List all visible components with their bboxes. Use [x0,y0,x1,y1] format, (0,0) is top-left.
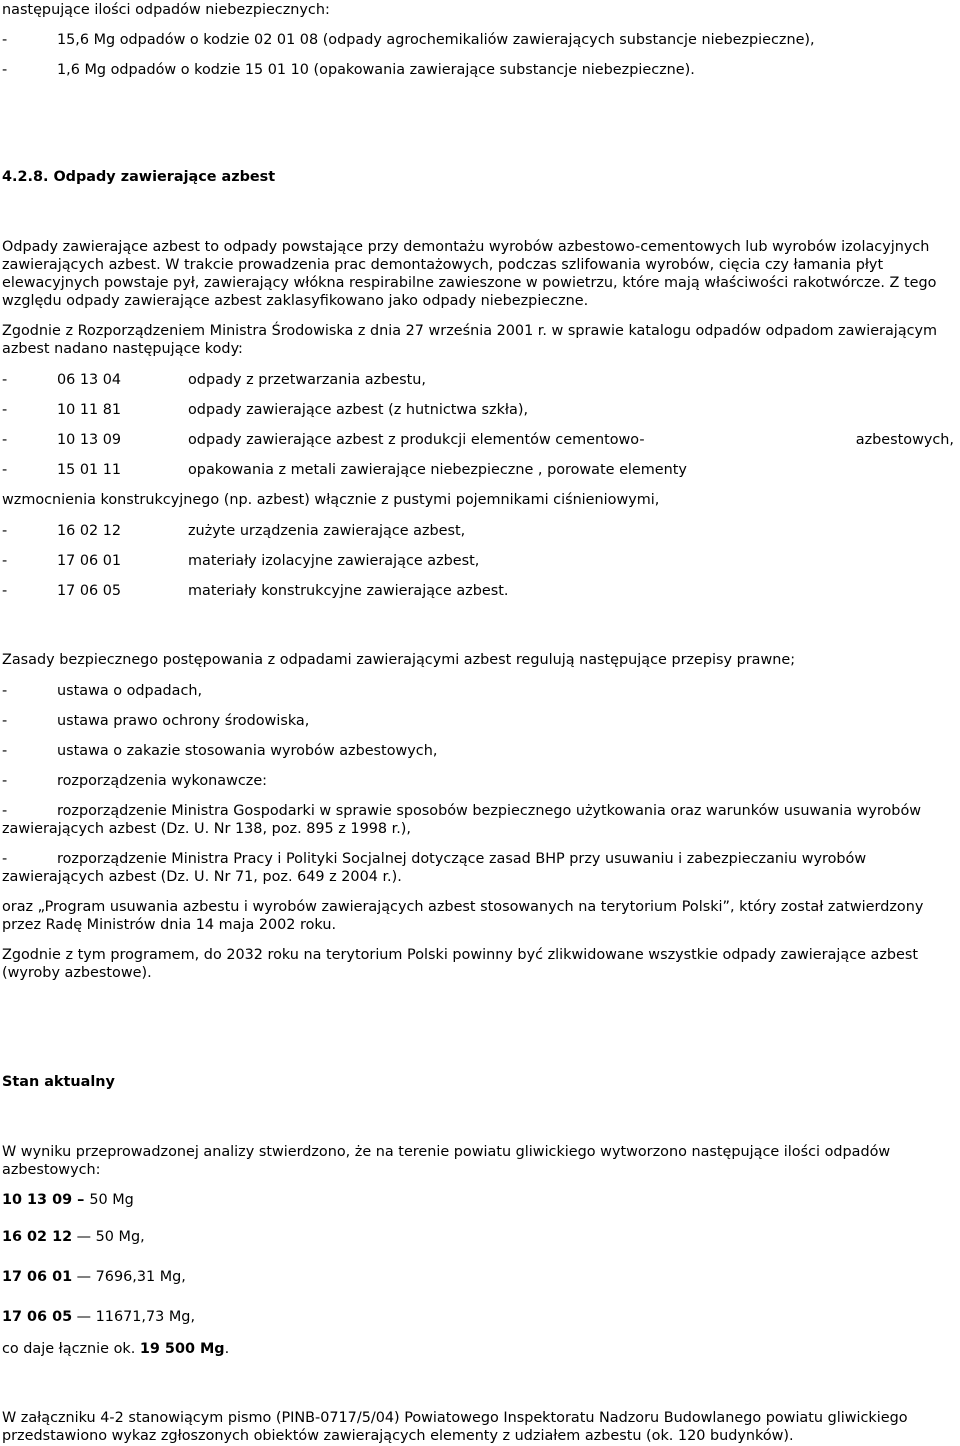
section-title-stan: Stan aktualny [2,1074,115,1090]
amount-value: 7696,31 Mg, [95,1269,186,1285]
amount-code: 17 06 05 [2,1309,73,1325]
amount-row [2,1268,960,1286]
intro-line: następujące ilości odpadów niebezpiecznych: [2,2,330,18]
waste-code: 16 02 12 [57,523,122,539]
amount-value: 50 Mg [89,1192,134,1208]
amount-separator: — [72,1229,96,1245]
paragraph-final: W załączniku 4-2 stanowiącym pismo (PINB-0717/5/04) Powiatowego Inspektoratu Nadzoru Budowlanego powiatu gliwickiego przedstawiono wykaz zgłoszonych obiektów zawierających elementy z udziałem azbestu (ok. 120 budynków). [2,1410,908,1444]
waste-desc: opakowania z metali zawierające niebezpieczne , porowate elementy [188,462,687,478]
waste-code: 17 06 01 [57,553,122,569]
amount-row [2,1228,960,1246]
rule-text: ustawa o zakazie stosowania wyrobów azbestowych, [57,743,438,759]
waste-code: 17 06 05 [57,583,122,599]
dash: - [2,773,8,789]
paragraph-program-goal: Zgodnie z tym programem, do 2032 roku na terytorium Polski powinny być zlikwidowane wszystkie odpady zawierające azbest (wyroby azbestowe). [2,947,919,981]
paragraph-regulation: Zgodnie z Rozporządzeniem Ministra Środowiska z dnia 27 września 2001 r. w sprawie katalogu odpadów odpadom zawierającym azbest nadano następujące kody: [2,323,938,357]
waste-desc: odpady zawierające azbest (z hutnictwa szkła), [188,402,529,418]
amount-separator: — [72,1269,96,1285]
waste-code: 06 13 04 [57,372,122,388]
total-prefix: co daje łącznie ok. [2,1341,140,1357]
amount-code: 10 13 09 [2,1192,73,1208]
dash: - [2,32,8,48]
regulation-item [2,802,958,838]
dash: - [2,743,8,759]
paragraph-stan: W wyniku przeprowadzonej analizy stwierdzono, że na terenie powiatu gliwickiego wytworzono następujące ilości odpadów azbestowych: [2,1144,891,1178]
dash: - [2,62,8,78]
intro-item-text: 1,6 Mg odpadów o kodzie 15 01 10 (opakowania zawierające substancje niebezpieczne). [57,62,695,78]
amount-value: 11671,73 Mg, [95,1309,196,1325]
dash: - [2,402,8,418]
amount-separator: – [72,1192,90,1208]
total-suffix: . [224,1341,230,1357]
dash: - [2,683,8,699]
waste-code: 10 13 09 [57,432,122,448]
amount-separator: — [72,1309,96,1325]
rule-text: rozporządzenia wykonawcze: [57,773,268,789]
code-row-continuation: wzmocnienia konstrukcyjnego (np. azbest) włącznie z pustymi pojemnikami ciśnieniowymi, [2,492,660,508]
regulation-item [2,850,958,886]
amount-row [2,1191,960,1209]
total-value: 19 500 Mg [139,1341,225,1357]
rule-text: ustawa o odpadach, [57,683,203,699]
dash: - [2,583,8,599]
dash: - [2,523,8,539]
dash: - [2,803,8,819]
waste-code: 15 01 11 [57,462,122,478]
dash: - [2,372,8,388]
intro-item-text: 15,6 Mg odpadów o kodzie 02 01 08 (odpady agrochemikaliów zawierających substancje niebezpieczne), [57,32,815,48]
waste-desc-tail: azbestowych, [855,432,954,448]
waste-desc: odpady zawierające azbest z produkcji elementów cementowo- [188,432,645,448]
waste-desc: materiały konstrukcyjne zawierające azbest. [188,583,509,599]
amount-row [2,1308,960,1326]
total-line [2,1340,960,1358]
waste-desc: zużyte urządzenia zawierające azbest, [188,523,466,539]
waste-code: 10 11 81 [57,402,122,418]
paragraph-asbestos-description: Odpady zawierające azbest to odpady powstające przy demontażu wyrobów azbestowo-cementowych lub wyrobów izolacyjnych zawierających azbest. W trakcie prowadzenia prac demontażowych, podczas szlifowania wyrobów, cięcia czy łamania płyt elewacyjnych powstaje pył, zawierający włókna respirabilne zawieszone w powietrzu, które mają właściwości rakotwórcze. Z tego względu odpady zawierające azbest zaklasyfikowano jako odpady niebezpieczne. [2,239,937,309]
dash: - [2,713,8,729]
dash: - [2,432,8,448]
dash: - [2,851,8,867]
waste-desc: materiały izolacyjne zawierające azbest, [188,553,480,569]
paragraph-program: oraz „Program usuwania azbestu i wyrobów zawierających azbest stosowanych na terytorium Polski”, który został zatwierdzony przez Radę Ministrów dnia 14 maja 2002 roku. [2,899,924,933]
regulation-text: rozporządzenie Ministra Gospodarki w sprawie sposobów bezpiecznego użytkowania oraz warunków usuwania wyrobów zawierających azbest (Dz. U. Nr 138, poz. 895 z 1998 r.), [2,803,922,837]
amount-code: 17 06 01 [2,1269,73,1285]
waste-desc: odpady z przetwarzania azbestu, [188,372,426,388]
rules-intro: Zasady bezpiecznego postępowania z odpadami zawierającymi azbest regulują następujące przepisy prawne; [2,652,796,668]
section-title: 4.2.8. Odpady zawierające azbest [2,169,276,185]
dash: - [2,553,8,569]
dash: - [2,462,8,478]
regulation-text: rozporządzenie Ministra Pracy i Polityki Socjalnej dotyczące zasad BHP przy usuwaniu i zabezpieczaniu wyrobów zawierających azbest (Dz. U. Nr 71, poz. 649 z 2004 r.). [2,851,867,885]
rule-text: ustawa prawo ochrony środowiska, [57,713,310,729]
amount-value: 50 Mg, [95,1229,145,1245]
amount-code: 16 02 12 [2,1229,73,1245]
